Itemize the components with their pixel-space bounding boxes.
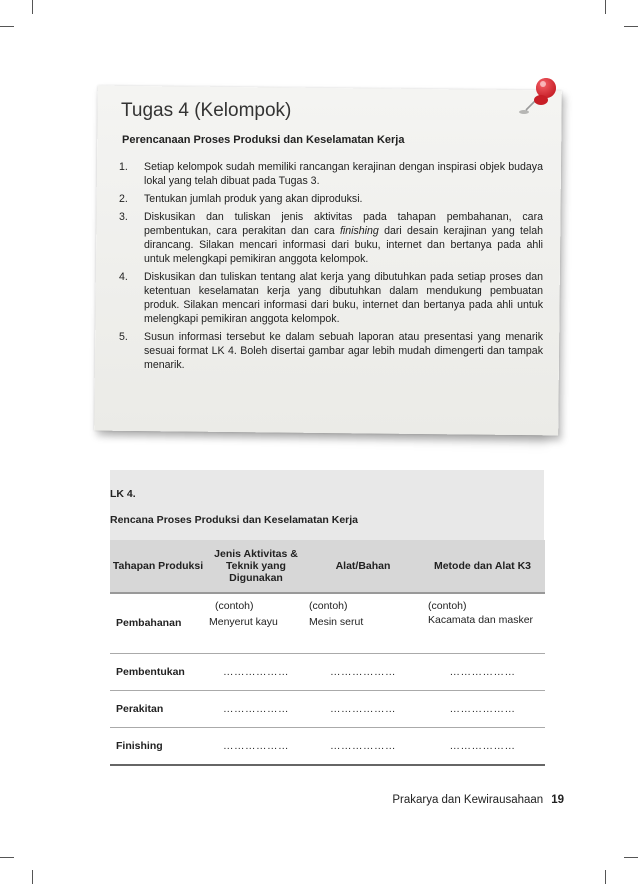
item-number: 3.: [119, 211, 128, 223]
blank-cell: ………………: [306, 727, 420, 765]
example-tag: (contoh): [309, 600, 348, 612]
list-item: [119, 270, 543, 326]
page-number: 19: [551, 794, 564, 806]
crop-mark: [32, 870, 33, 884]
blank-cell: ………………: [420, 690, 545, 727]
blank-cell: ………………: [306, 690, 420, 727]
crop-mark: [0, 857, 14, 858]
list-item: [119, 330, 543, 372]
cell-value: Kacamata dan masker: [428, 614, 534, 626]
example-tag: (contoh): [428, 600, 467, 612]
table-header-row: [110, 540, 545, 593]
item-number: 5.: [119, 331, 128, 343]
list-item: [119, 192, 543, 206]
card-title: Tugas 4 (Kelompok): [121, 100, 292, 121]
worksheet-title: Rencana Proses Produksi dan Keselamatan Kerja: [110, 514, 359, 526]
crop-mark: [605, 870, 606, 884]
stage-cell: Pembahanan: [110, 593, 206, 653]
page-footer: [392, 794, 564, 806]
table-row: [110, 653, 545, 690]
item-text-italic: finishing: [339, 225, 379, 237]
item-number: 4.: [119, 271, 128, 283]
blank-cell: ………………: [306, 653, 420, 690]
worksheet-header-box: [110, 470, 544, 540]
header-method: Metode dan Alat K3: [420, 540, 545, 593]
blank-cell: ………………: [206, 727, 306, 765]
list-item: [119, 160, 543, 188]
card-subtitle: Perencanaan Proses Produksi dan Keselamatan Kerja: [122, 134, 405, 146]
crop-mark: [624, 26, 638, 27]
item-text: Diskusikan dan tuliskan jenis aktivitas pada tahapan pembahanan, cara pembentukan, cara perakitan dan cara: [144, 211, 543, 237]
blank-cell: ………………: [420, 653, 545, 690]
crop-mark: [0, 26, 14, 27]
example-tag: (contoh): [215, 600, 254, 612]
table-row: [110, 690, 545, 727]
header-tools: Alat/Bahan: [306, 540, 420, 593]
crop-mark: [32, 0, 33, 14]
item-text: dari desain kerajinan yang telah dirancang. Silakan mencari informasi dari buku, internet dan bertanya pada ahli untuk melengkapi pemikiran anggota kelompok.: [144, 225, 543, 265]
item-number: 1.: [119, 161, 128, 173]
crop-mark: [605, 0, 606, 14]
item-number: 2.: [119, 193, 128, 205]
item-text: Setiap kelompok sudah memiliki rancangan kerajinan dengan inspirasi objek budaya lokal yang telah dibuat pada Tugas 3.: [144, 161, 543, 187]
push-pin-icon: [512, 76, 562, 118]
blank-cell: ………………: [206, 690, 306, 727]
header-activity: Jenis Aktivitas & Teknik yang Digunakan: [206, 540, 306, 593]
header-stage: Tahapan Produksi: [110, 540, 206, 593]
item-text: Diskusikan dan tuliskan tentang alat kerja yang dibutuhkan pada setiap proses dan ketentuan keselamatan kerja yang dibutuhkan dalam mendukung pembuatan produk. Silakan mencari informasi dari buku, internet dan bertanya pada ahli untuk melengkapi pemikiran anggota kelompok.: [144, 271, 543, 325]
stage-cell: Perakitan: [110, 690, 206, 727]
stage-cell: Pembentukan: [110, 653, 206, 690]
method-cell: [420, 593, 545, 653]
blank-cell: ………………: [420, 727, 545, 765]
crop-mark: [624, 857, 638, 858]
activity-cell: [206, 593, 306, 653]
worksheet-label: LK 4.: [110, 488, 136, 500]
cell-value: Mesin serut: [309, 616, 364, 628]
item-text: Tentukan jumlah produk yang akan diproduksi.: [144, 193, 363, 205]
book-title: Prakarya dan Kewirausahaan: [392, 794, 544, 806]
task-list: [119, 160, 543, 376]
table-row: [110, 593, 545, 653]
item-text: Susun informasi tersebut ke dalam sebuah laporan atau presentasi yang menarik sesuai format LK 4. Boleh disertai gambar agar lebih mudah dimengerti dan tampak menarik.: [144, 331, 543, 371]
tools-cell: [306, 593, 420, 653]
blank-cell: ………………: [206, 653, 306, 690]
worksheet-table: [110, 540, 545, 766]
table-row: [110, 727, 545, 765]
list-item: [119, 210, 543, 266]
stage-cell: Finishing: [110, 727, 206, 765]
cell-value: Menyerut kayu: [209, 616, 278, 628]
